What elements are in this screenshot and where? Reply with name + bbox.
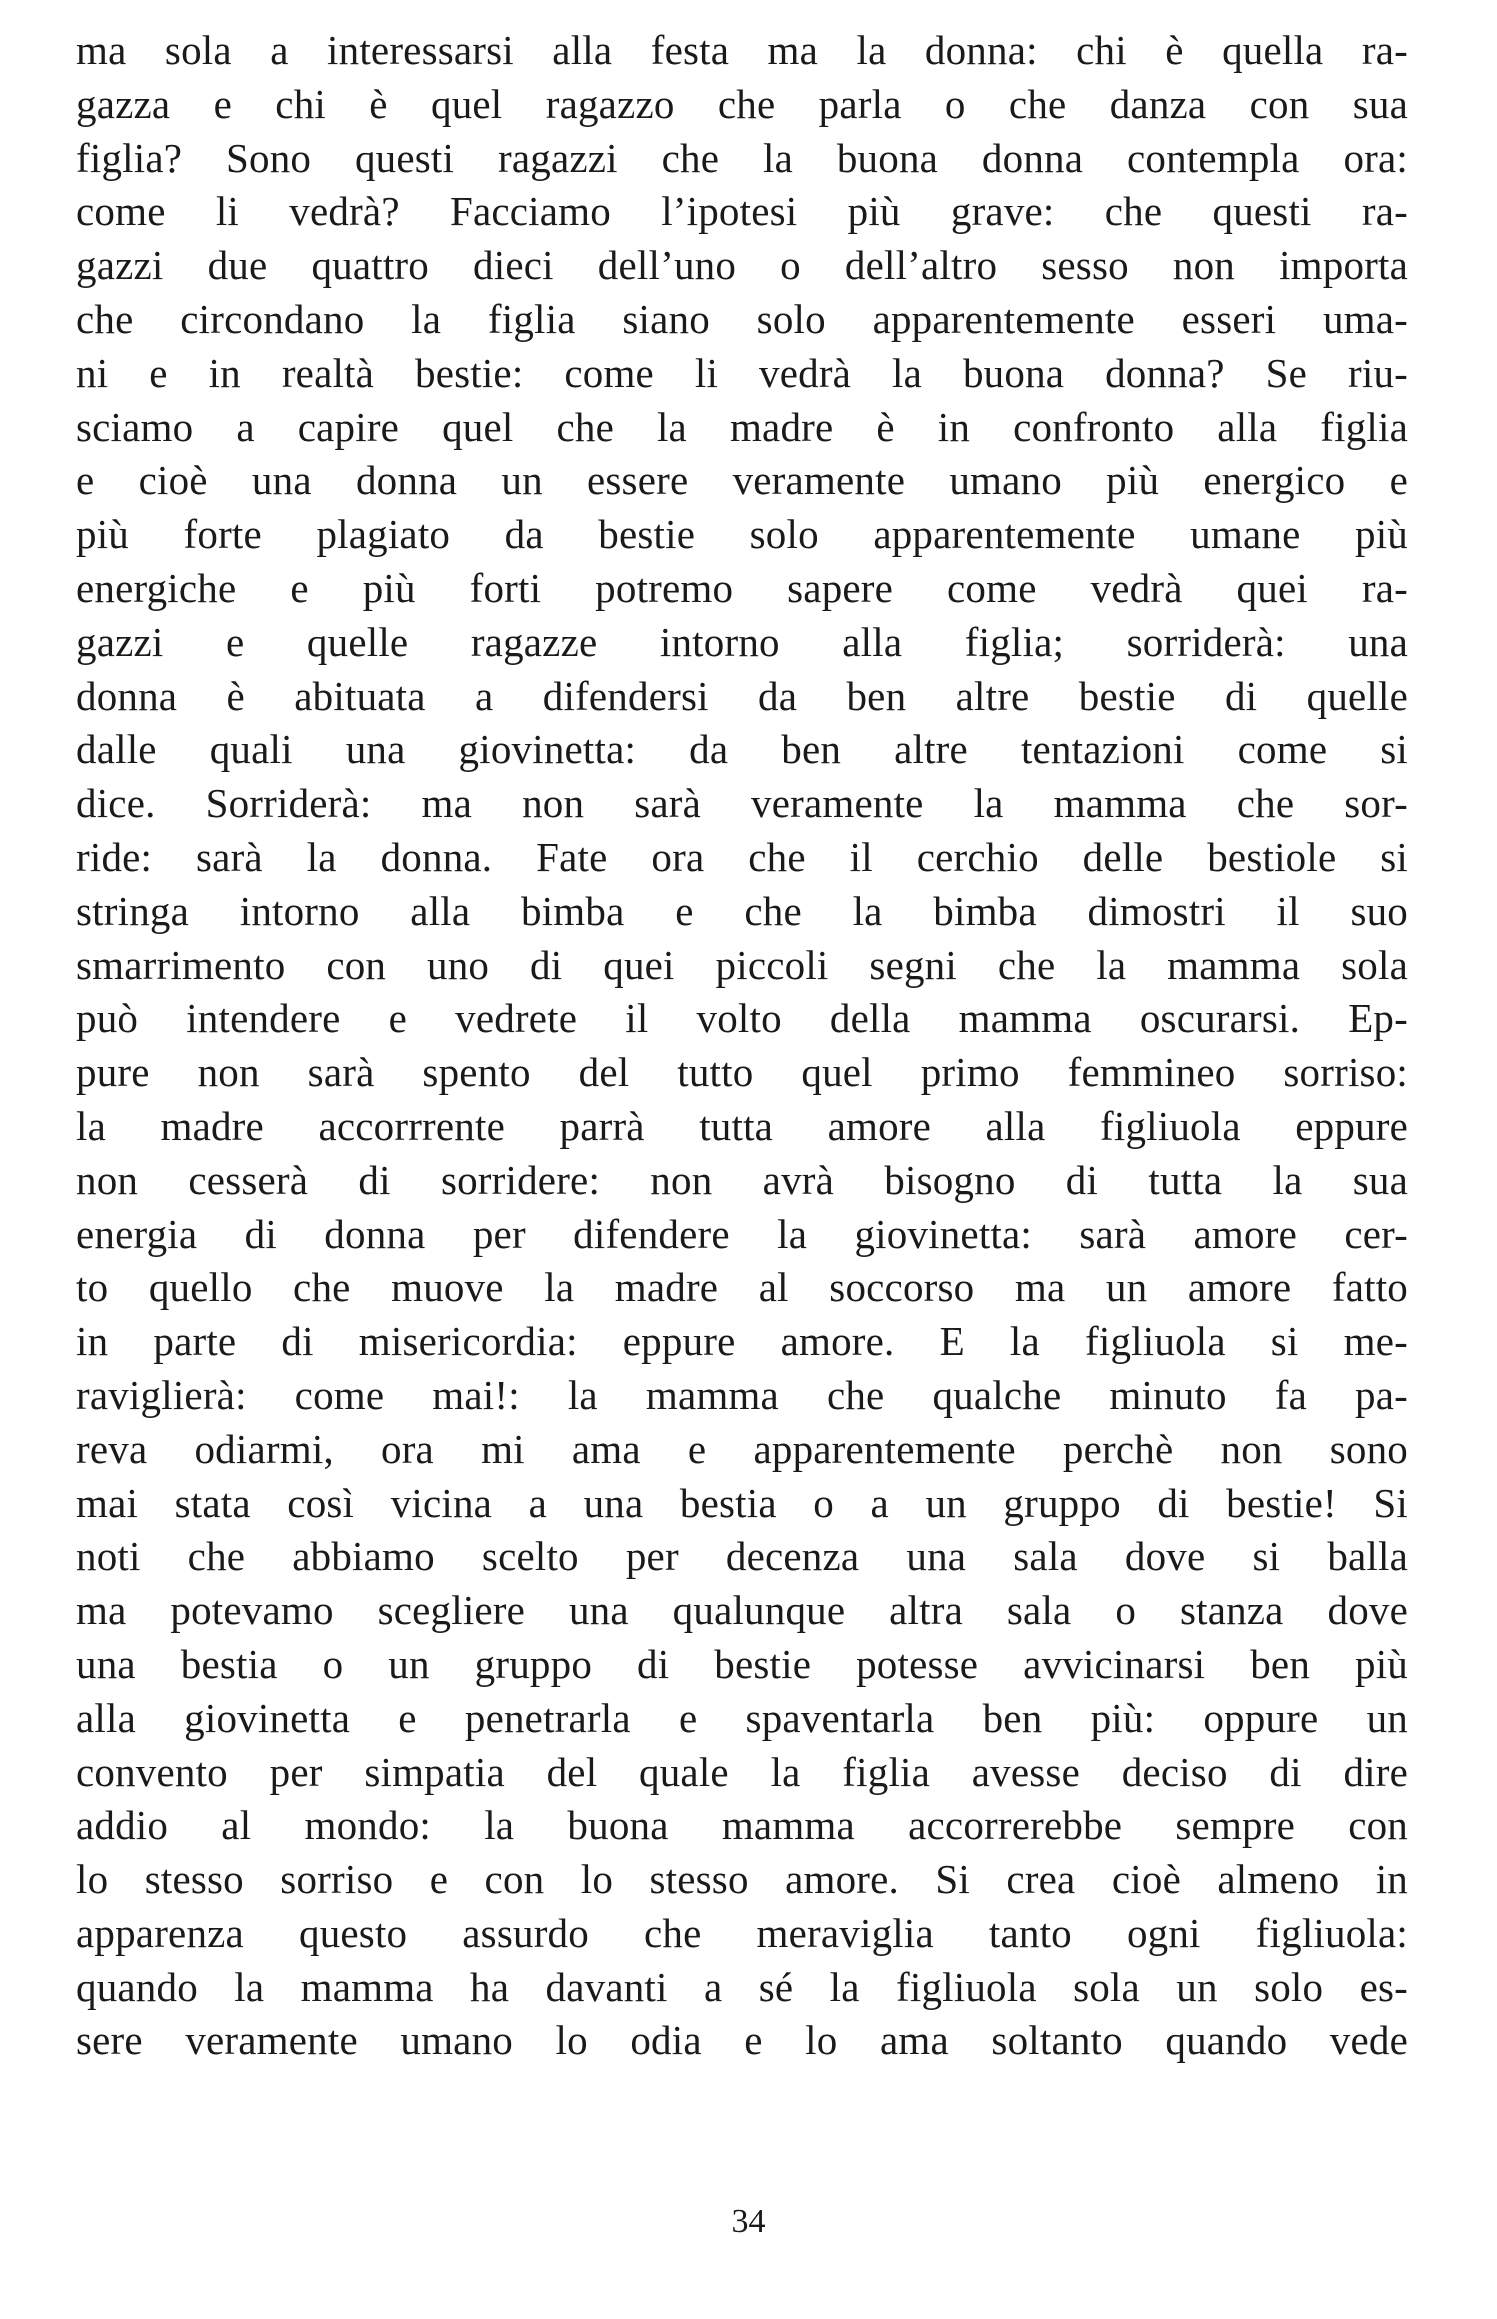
text-line: non cesserà di sorridere: non avrà bisogno di tutta la sua — [76, 1156, 1408, 1203]
text-line: gazzi due quattro dieci dell’uno o dell’altro sesso non importa — [76, 242, 1408, 289]
page-number: 34 — [731, 2203, 766, 2240]
text-line: ma potevamo scegliere una qualunque altra sala o stanza dove — [76, 1587, 1408, 1634]
text-line: come li vedrà? Facciamo l’ipotesi più grave: che questi ra- — [76, 188, 1408, 235]
text-line: donna è abituata a difendersi da ben altre bestie di quelle — [76, 672, 1408, 719]
text-line: smarrimento con uno di quei piccoli segni che la mamma sola — [76, 941, 1408, 988]
text-line: più forte plagiato da bestie solo apparentemente umane più — [76, 511, 1408, 558]
text-line: in parte di misericordia: eppure amore. E la figliuola si me- — [76, 1318, 1408, 1365]
text-line: e cioè una donna un essere veramente umano più energico e — [76, 457, 1408, 504]
text-line: figlia? Sono questi ragazzi che la buona donna contempla ora: — [76, 134, 1408, 181]
text-line: la madre accorrrente parrà tutta amore alla figliuola eppure — [76, 1102, 1408, 1149]
text-line: quando la mamma ha davanti a sé la figliuola sola un solo es- — [76, 1963, 1408, 2010]
text-line: una bestia o un gruppo di bestie potesse avvicinarsi ben più — [76, 1640, 1408, 1687]
text-line: gazzi e quelle ragazze intorno alla figlia; sorriderà: una — [76, 618, 1408, 665]
text-line: raviglierà: come mai!: la mamma che qualche minuto fa pa- — [76, 1371, 1408, 1418]
text-line: reva odiarmi, ora mi ama e apparentemente perchè non sono — [76, 1425, 1408, 1472]
body-text — [76, 24, 1408, 2068]
text-line: ma sola a interessarsi alla festa ma la donna: chi è quella ra- — [76, 27, 1408, 73]
text-line: energia di donna per difendere la giovinetta: sarà amore cer- — [76, 1210, 1408, 1257]
text-line: sere veramente umano lo odia e lo ama soltanto quando vede — [76, 2017, 1408, 2064]
text-line: stringa intorno alla bimba e che la bimba dimostri il suo — [76, 887, 1408, 934]
text-line: addio al mondo: la buona mamma accorrerebbe sempre con — [76, 1802, 1408, 1849]
text-line: gazza e chi è quel ragazzo che parla o che danza con sua — [76, 80, 1408, 127]
text-line: ni e in realtà bestie: come li vedrà la buona donna? Se riu- — [76, 349, 1408, 396]
text-line: mai stata così vicina a una bestia o a un gruppo di bestie! Si — [76, 1479, 1408, 1526]
text-line: alla giovinetta e penetrarla e spaventarla ben più: oppure un — [76, 1694, 1408, 1741]
text-line: energiche e più forti potremo sapere come vedrà quei ra- — [76, 564, 1408, 611]
text-line: pure non sarà spento del tutto quel primo femmineo sorriso: — [76, 1049, 1408, 1096]
text-line: to quello che muove la madre al soccorso ma un amore fatto — [76, 1264, 1408, 1311]
text-line: dice. Sorriderà: ma non sarà veramente la mamma che sor- — [76, 780, 1408, 827]
text-line: ride: sarà la donna. Fate ora che il cerchio delle bestiole si — [76, 833, 1408, 880]
text-line: può intendere e vedrete il volto della mamma oscurarsi. Ep- — [76, 995, 1408, 1042]
text-line: dalle quali una giovinetta: da ben altre tentazioni come si — [76, 726, 1408, 773]
text-line: convento per simpatia del quale la figlia avesse deciso di dire — [76, 1748, 1408, 1795]
text-line: sciamo a capire quel che la madre è in confronto alla figlia — [76, 403, 1408, 450]
text-line: lo stesso sorriso e con lo stesso amore. Si crea cioè almeno in — [76, 1856, 1408, 1903]
text-line: che circondano la figlia siano solo apparentemente esseri uma- — [76, 295, 1408, 342]
text-line: apparenza questo assurdo che meraviglia tanto ogni figliuola: — [76, 1909, 1408, 1956]
text-line: noti che abbiamo scelto per decenza una sala dove si balla — [76, 1533, 1408, 1580]
